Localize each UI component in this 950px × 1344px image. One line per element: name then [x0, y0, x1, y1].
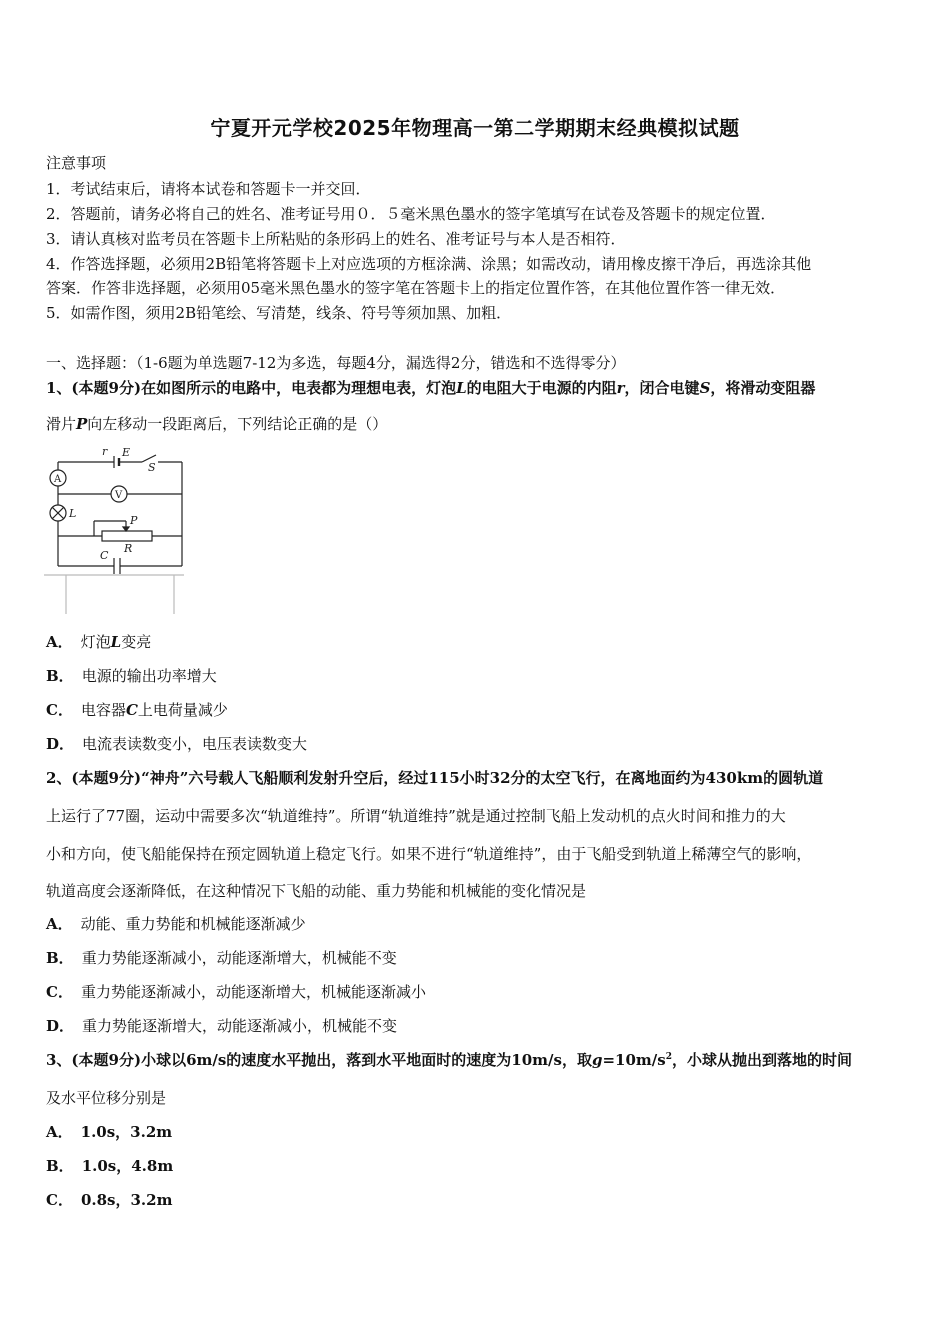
- q1-var-S: S: [699, 379, 711, 397]
- option-text: 重力势能逐渐增大，动能逐渐减小，机械能不变: [82, 1017, 398, 1035]
- q3-var-g: g: [591, 1051, 603, 1069]
- notice-item: 1．考试结束后，请将本试卷和答题卡一并交回．: [46, 180, 371, 198]
- q1-text: ，闭合电键: [624, 379, 700, 397]
- notice-item: 4．作答选择题，必须用2B铅笔将答题卡上对应选项的方框涂满、涂黑；如需改动，请用橡皮擦干净后，再选涂其他: [46, 255, 812, 273]
- option-text: 动能、重力势能和机械能逐渐减少: [80, 915, 306, 933]
- circuit-label-P: P: [130, 514, 138, 527]
- option-text: 上电荷量减少: [137, 701, 228, 719]
- q1-text: ，将滑动变阻器: [710, 379, 816, 397]
- option-label: C．: [46, 1191, 73, 1209]
- q2-option-d: [46, 1015, 397, 1036]
- option-label: A．: [46, 1123, 73, 1141]
- question-1-stem-line-2: [46, 413, 387, 434]
- option-var: C: [125, 701, 138, 719]
- q3-option-a: [46, 1121, 172, 1142]
- option-text: 重力势能逐渐减小，动能逐渐增大，机械能不变: [81, 949, 397, 967]
- q1-text: 的电阻大于电源的内阻: [466, 379, 617, 397]
- option-text: 电容器: [80, 701, 126, 719]
- option-label: A．: [46, 915, 73, 933]
- option-text: 变亮: [121, 633, 152, 651]
- option-label: B．: [46, 667, 74, 685]
- option-text: 电流表读数变小，电压表读数变大: [82, 735, 308, 753]
- option-text: 灯泡: [80, 633, 111, 651]
- q3-text: 3、(本题9分)小球以6m/s的速度水平抛出，落到水平地面时的速度为10m/s，取: [46, 1051, 592, 1069]
- notice-item: 答案．作答非选择题，必须用05毫米黑色墨水的签字笔在答题卡上的指定位置作答，在其他位置作答一律无效．: [46, 279, 786, 297]
- option-text: 重力势能逐渐减小，动能逐渐增大，机械能逐渐减小: [80, 983, 426, 1001]
- q1-option-c: [46, 699, 228, 720]
- q3-superscript: 2: [665, 1052, 672, 1062]
- q1-var-r: r: [616, 379, 625, 397]
- voltmeter-label: V: [115, 490, 123, 501]
- option-label: B．: [46, 949, 74, 967]
- circuit-label-r: r: [102, 445, 108, 458]
- question-2-stem-line: 轨道高度会逐渐降低，在这种情况下飞船的动能、重力势能和机械能的变化情况是: [46, 882, 587, 900]
- q1-var-L: L: [456, 379, 467, 397]
- notice-heading: 注意事项: [46, 154, 107, 172]
- q2-option-b: [46, 947, 397, 968]
- page-title: 宁夏开元学校2025年物理高一第二学期期末经典模拟试题: [210, 116, 740, 140]
- q1-option-d: [46, 733, 307, 754]
- circuit-label-R: R: [124, 542, 133, 555]
- option-text: 0.8s，3.2m: [80, 1191, 173, 1209]
- circuit-label-L: L: [69, 507, 77, 520]
- notice-item: 3．请认真核对监考员在答题卡上所粘贴的条形码上的姓名、准考证号与本人是否相符．: [46, 230, 626, 248]
- ammeter-label: A: [54, 474, 62, 485]
- option-text: 电源的输出功率增大: [81, 667, 217, 685]
- option-label: D．: [46, 1017, 75, 1035]
- q1-text: 滑片: [46, 415, 77, 433]
- q1-var-P: P: [76, 415, 88, 433]
- question-2-stem-line: 小和方向，使飞船能保持在预定圆轨道上稳定飞行。如果不进行“轨道维持”，由于飞船受到轨道上稀薄空气的影响，: [46, 845, 812, 863]
- q3-text: ，小球从抛出到落地的时间: [672, 1051, 853, 1069]
- circuit-label-E: E: [122, 446, 131, 459]
- q1-option-b: [46, 665, 217, 686]
- question-2-stem-line: 上运行了77圈，运动中需要多次“轨道维持”。所谓“轨道维持”就是通过控制飞船上发动机的点火时间和推力的大: [46, 807, 786, 825]
- q1-text: 向左移动一段距离后，下列结论正确的是（）: [87, 415, 388, 433]
- option-label: C．: [46, 701, 73, 719]
- question-1-stem-line-1: [46, 377, 815, 398]
- q3-option-b: [46, 1155, 173, 1176]
- q3-text: =10m/s: [602, 1051, 666, 1069]
- question-2-stem-line: 2、(本题9分)“神舟”六号载人飞船顺利发射升空后，经过115小时32分的太空飞行，在离地面约为430km的圆轨道: [46, 769, 824, 787]
- section-heading: 一、选择题：（1-6题为单选题7-12为多选，每题4分，漏选得2分，错选和不选得零分）: [46, 354, 626, 372]
- notice-item: 2．答题前，请务必将自己的姓名、准考证号用０．５毫米黑色墨水的签字笔填写在试卷及答题卡的规定位置．: [46, 205, 776, 223]
- q1-text: 1、(本题9分)在如图所示的电路中，电表都为理想电表，灯泡: [46, 379, 457, 397]
- q3-option-c: [46, 1189, 172, 1210]
- circuit-diagram: [44, 444, 184, 614]
- option-label: D．: [46, 735, 75, 753]
- q2-option-a: [46, 913, 306, 934]
- option-label: B．: [46, 1157, 74, 1175]
- option-text: 1.0s，3.2m: [80, 1123, 173, 1141]
- circuit-label-C: C: [100, 549, 109, 562]
- question-3-stem-line-1: [46, 1049, 852, 1070]
- option-label: A．: [46, 633, 73, 651]
- option-var: L: [110, 633, 122, 651]
- q2-option-c: [46, 981, 426, 1002]
- notice-item: 5．如需作图，须用2B铅笔绘、写清楚，线条、符号等须加黑、加粗．: [46, 304, 512, 322]
- option-label: C．: [46, 983, 73, 1001]
- question-3-stem-line-2: 及水平位移分别是: [46, 1089, 167, 1107]
- circuit-label-S: S: [148, 461, 156, 474]
- option-text: 1.0s，4.8m: [81, 1157, 174, 1175]
- q1-option-a: [46, 631, 151, 652]
